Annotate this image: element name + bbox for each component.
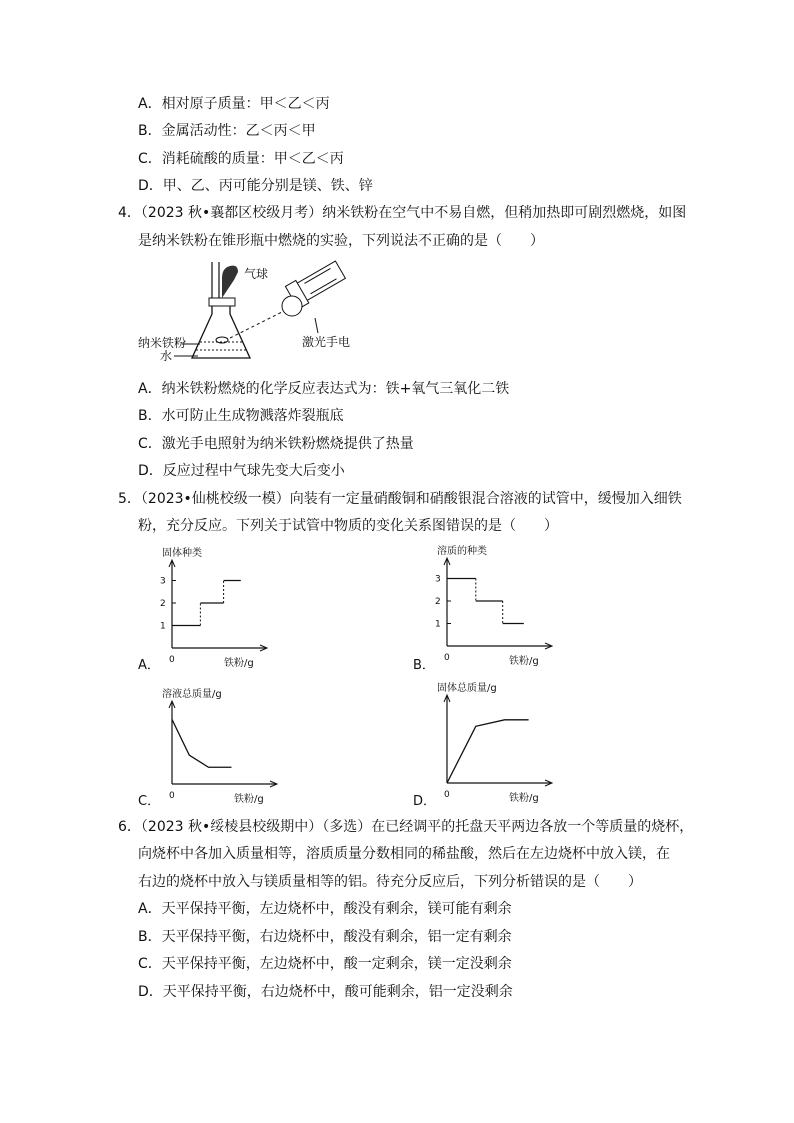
q4-stem-line1: 4．（2023 秋•襄都区校级月考）纳米铁粉在空气中不易自燃，但稍加热即可剧烈燃烧，如图 <box>118 205 687 221</box>
q4-option-d: D．反应过程中气球先变大后变小 <box>138 463 345 479</box>
y-tick-label: 3 <box>435 574 441 585</box>
q5-stem-line1: 5．（2023•仙桃校级一模）向装有一定量硝酸铜和硝酸银混合溶液的试管中，缓慢加入细铁 <box>118 491 682 507</box>
x-axis-label: 铁粉/g <box>509 793 539 804</box>
q6-option-c: C．天平保持平衡，左边烧杯中，酸一定剩余，镁一定没剩余 <box>138 956 512 972</box>
q6-stem-line1: 6．（2023 秋•绥棱县校级期中）（多选）在已经调平的托盘天平两边各放一个等质量的烧杯， <box>118 819 694 835</box>
y-tick-label: 2 <box>435 597 441 607</box>
chart-d <box>425 680 555 805</box>
q3-option-d: D．甲、乙、丙可能分别是镁、铁、锌 <box>138 178 373 194</box>
q5-stem-line2: 粉，充分反应。下列关于试管中物质的变化关系图错误的是（ ） <box>138 518 558 534</box>
chart-a <box>150 545 270 670</box>
y-tick-label: 1 <box>435 619 441 630</box>
x-axis-label: 铁粉/g <box>234 794 264 805</box>
x-axis-label: 铁粉/g <box>509 656 539 667</box>
q4-option-a: A．纳米铁粉燃烧的化学反应表达式为：铁+氧气三氧化二铁 <box>138 381 510 397</box>
y-axis-label: 溶液总质量/g <box>162 689 222 700</box>
q4-apparatus-figure <box>130 258 360 373</box>
q4-stem-line2: 是纳米铁粉在锥形瓶中燃烧的实验，下列说法不正确的是（ ） <box>138 233 544 249</box>
q4-option-c: C．激光手电照射为纳米铁粉燃烧提供了热量 <box>138 436 414 452</box>
y-axis-label: 溶质的种类 <box>437 546 487 557</box>
origin-label: 0 <box>444 653 450 663</box>
q3-option-c: C．消耗硫酸的质量：甲＜乙＜丙 <box>138 151 344 167</box>
chart-c-label: C． <box>138 794 161 809</box>
chart-d-label: D． <box>413 794 437 809</box>
x-axis-label: 铁粉/g <box>224 658 254 669</box>
q3-option-a: A．相对原子质量：甲＜乙＜丙 <box>138 96 330 112</box>
balloon-shape <box>222 266 238 298</box>
chart-a-label: A． <box>138 658 160 673</box>
q6-stem-line3: 右边的烧杯中放入与镁质量相等的铝。待充分反应后，下列分析错误的是（ ） <box>138 874 642 890</box>
y-axis-label: 固体总质量/g <box>437 683 497 694</box>
q3-option-b: B．金属活动性：乙＜丙＜甲 <box>138 123 316 139</box>
q6-stem-line2: 向烧杯中各加入质量相等，溶质质量分数相同的稀盐酸，然后在左边烧杯中放入镁，在 <box>138 846 670 862</box>
chart-svg <box>150 686 280 806</box>
y-tick-label: 2 <box>160 599 166 609</box>
origin-label: 0 <box>444 790 450 800</box>
laser-label: 激光手电 <box>302 335 351 349</box>
water-label: 水 <box>160 349 173 363</box>
y-tick-label: 1 <box>160 621 166 632</box>
origin-label: 0 <box>169 791 175 801</box>
data-line <box>172 719 232 767</box>
chart-c <box>150 686 280 806</box>
powder-label: 纳米铁粉 <box>138 336 187 350</box>
balloon-label: 气球 <box>244 267 269 281</box>
q6-option-d: D．天平保持平衡，右边烧杯中，酸可能剩余，铝一定没剩余 <box>138 984 513 1000</box>
chart-b-label: B． <box>413 658 435 673</box>
chart-svg <box>150 545 270 670</box>
y-axis-label: 固体种类 <box>162 548 202 559</box>
data-line <box>447 720 529 783</box>
chart-b <box>425 543 555 668</box>
origin-label: 0 <box>169 655 175 665</box>
q6-option-a: A．天平保持平衡，左边烧杯中，酸没有剩余，镁可能有剩余 <box>138 901 512 917</box>
y-tick-label: 3 <box>160 576 166 587</box>
chart-svg <box>425 543 555 668</box>
q6-option-b: B．天平保持平衡，右边烧杯中，酸没有剩余，铝一定有剩余 <box>138 929 512 945</box>
q4-option-b: B．水可防止生成物溅落炸裂瓶底 <box>138 408 344 424</box>
chart-svg <box>425 680 555 805</box>
